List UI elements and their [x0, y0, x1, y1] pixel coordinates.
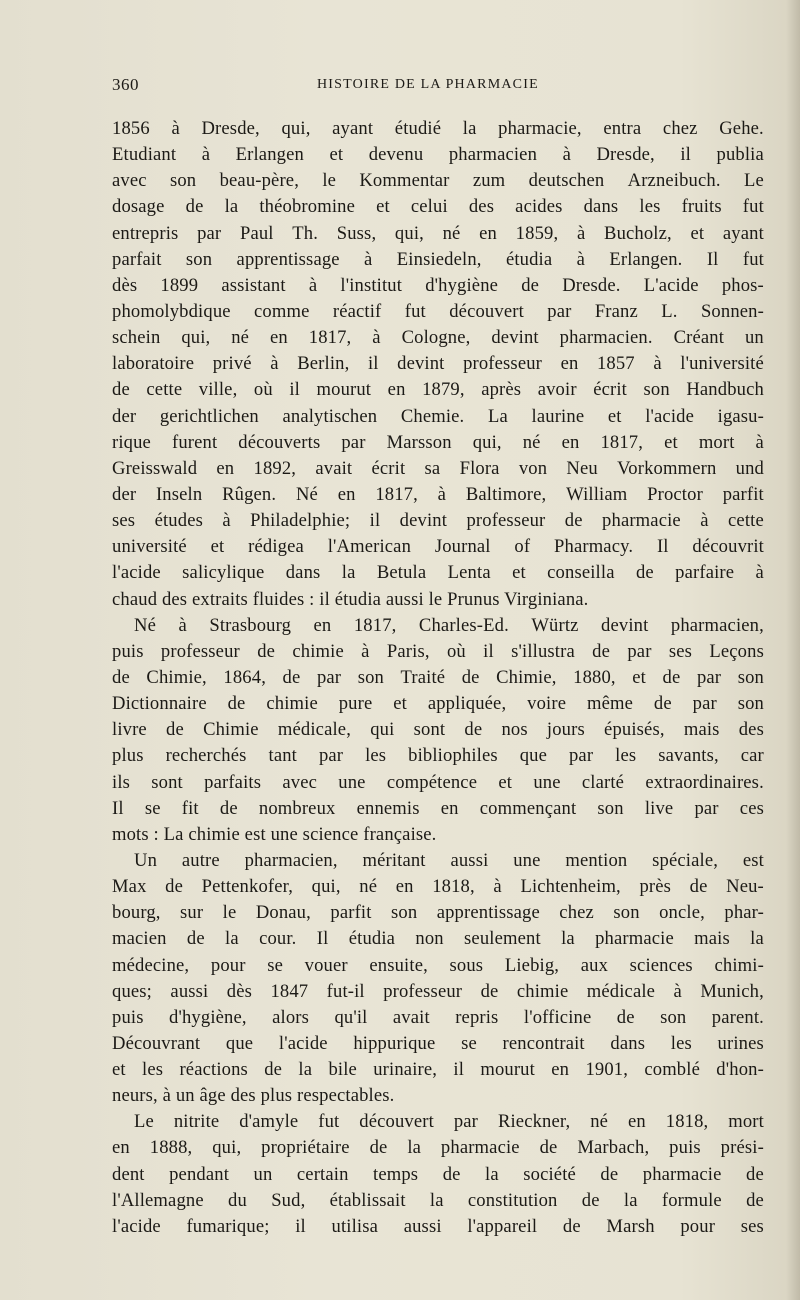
text-line: l'acide salicylique dans la Betula Lenta et conseilla de parfaire à [112, 562, 764, 584]
text-line: plus recherchés tant par les bibliophiles que par les savants, car [112, 745, 764, 767]
text-line: dent pendant un certain temps de la société de pharmacie de [112, 1163, 764, 1185]
text-line: entrepris par Paul Th. Suss, qui, né en 1859, à Bucholz, et ayant [112, 222, 764, 244]
text-line: phomolybdique comme réactif fut découvert par Franz L. Sonnen- [112, 300, 764, 322]
body-text [112, 116, 764, 1240]
text-line: livre de Chimie médicale, qui sont de nos jours épuisés, mais des [112, 719, 764, 741]
text-line: médecine, pour se vouer ensuite, sous Liebig, aux sciences chimi- [112, 954, 764, 976]
text-line: Le nitrite d'amyle fut découvert par Rieckner, né en 1818, mort [134, 1111, 764, 1133]
text-line: Etudiant à Erlangen et devenu pharmacien à Dresde, il publia [112, 144, 764, 166]
text-line: 1856 à Dresde, qui, ayant étudié la pharmacie, entra chez Gehe. [112, 118, 764, 139]
text-line: l'Allemagne du Sud, établissait la constitution de la formule de [112, 1189, 764, 1211]
text-line: Né à Strasbourg en 1817, Charles-Ed. Würtz devint pharmacien, [134, 614, 764, 636]
text-line: macien de la cour. Il étudia non seulement la pharmacie mais la [112, 928, 764, 950]
text-line: Il se fit de nombreux ennemis en commençant son live par ces [112, 797, 764, 819]
text-line: ses études à Philadelphie; il devint professeur de pharmacie à cette [112, 510, 764, 532]
page-edge-shadow [786, 0, 800, 1300]
text-line: dosage de la théobromine et celui des acides dans les fruits fut [112, 196, 764, 218]
text-line: en 1888, qui, propriétaire de la pharmacie de Marbach, puis prési- [112, 1137, 764, 1159]
text-line: bourg, sur le Donau, parfit son apprentissage chez son oncle, phar- [112, 902, 764, 924]
text-line: parfait son apprentissage à Einsiedeln, étudia à Erlangen. Il fut [112, 248, 764, 270]
text-line: schein qui, né en 1817, à Cologne, devint pharmacien. Créant un [112, 327, 764, 349]
text-line: ils sont parfaits avec une compétence et une clarté extraordinaires. [112, 771, 764, 793]
text-line: et les réactions de la bile urinaire, il mourut en 1901, comblé d'hon- [112, 1059, 764, 1081]
text-line: laboratoire privé à Berlin, il devint professeur en 1857 à l'université [112, 353, 764, 375]
text-line: puis d'hygiène, alors qu'il avait repris l'officine de son parent. [112, 1006, 764, 1028]
text-line: de Chimie, 1864, de par son Traité de Chimie, 1880, et de par son [112, 666, 764, 688]
text-line: rique furent découverts par Marsson qui, né en 1817, et mort à [112, 431, 764, 453]
text-line: université et rédigea l'American Journal of Pharmacy. Il découvrit [112, 536, 764, 558]
text-line: de cette ville, où il mourut en 1879, après avoir écrit son Handbuch [112, 379, 764, 401]
text-line: l'acide fumarique; il utilisa aussi l'appareil de Marsh pour ses [112, 1215, 764, 1237]
page-number: 360 [112, 75, 139, 94]
text-line: mots : La chimie est une science française. [112, 823, 437, 845]
text-line: neurs, à un âge des plus respectables. [112, 1085, 395, 1107]
running-title: HISTOIRE DE LA PHARMACIE [317, 77, 539, 92]
text-line: Dictionnaire de chimie pure et appliquée, voire même de par son [112, 693, 764, 715]
text-line: chaud des extraits fluides : il étudia aussi le Prunus Virginiana. [112, 588, 589, 610]
text-line: puis professeur de chimie à Paris, où il s'illustra de par ses Leçons [112, 640, 764, 662]
page-header [112, 75, 762, 97]
text-line: Découvrant que l'acide hippurique se rencontrait dans les urines [112, 1032, 764, 1054]
text-line: dès 1899 assistant à l'institut d'hygiène de Dresde. L'acide phos- [112, 274, 764, 296]
text-line: der gerichtlichen analytischen Chemie. La laurine et l'acide igasu- [112, 405, 764, 427]
text-line: ques; aussi dès 1847 fut-il professeur de chimie médicale à Munich, [112, 980, 764, 1002]
text-line: Max de Pettenkofer, qui, né en 1818, à Lichtenheim, près de Neu- [112, 876, 764, 898]
text-line: der Inseln Rûgen. Né en 1817, à Baltimore, William Proctor parfit [112, 483, 764, 505]
text-line: avec son beau-père, le Kommentar zum deutschen Arzneibuch. Le [112, 170, 764, 192]
text-line: Greisswald en 1892, avait écrit sa Flora von Neu Vorkommern und [112, 457, 764, 479]
text-line: Un autre pharmacien, méritant aussi une mention spéciale, est [134, 849, 764, 871]
